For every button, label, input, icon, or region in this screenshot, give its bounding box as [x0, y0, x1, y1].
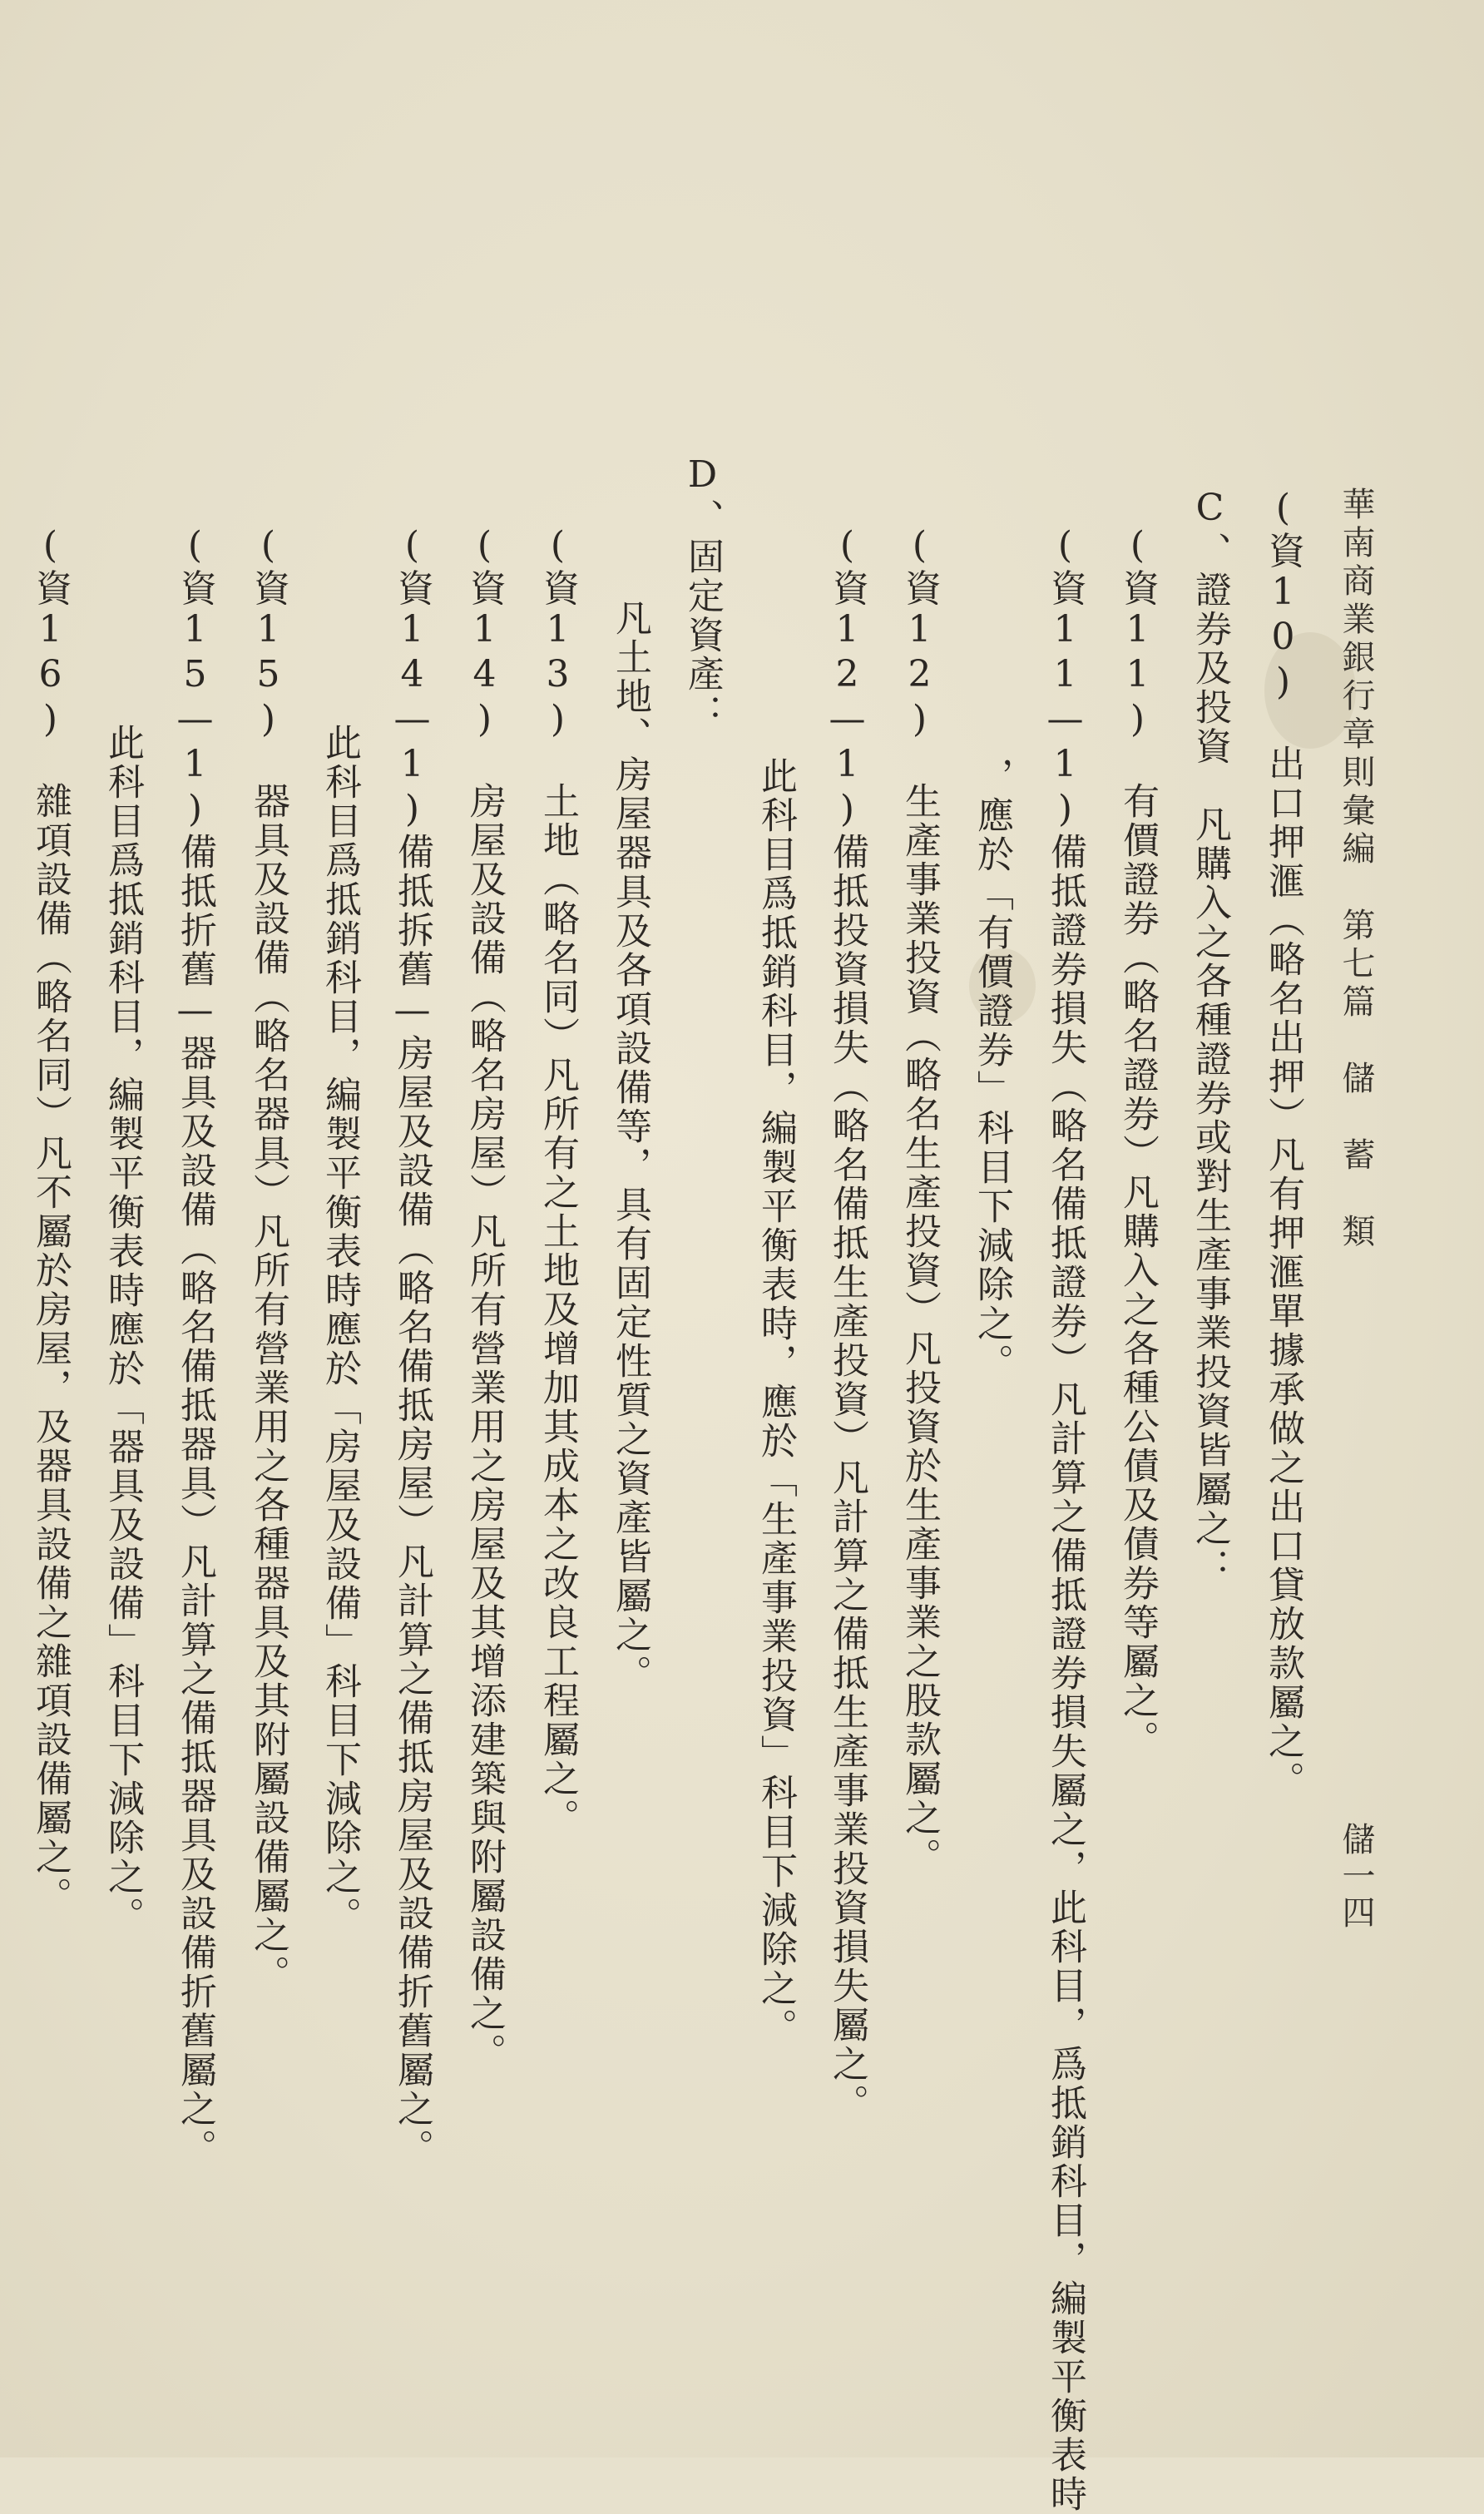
page-number: 儲一四 — [1337, 1822, 1375, 1932]
entry-asset-14: (資14) 房屋及設備（略名房屋）凡所有營業用之房屋及其增添建築與附屬設備之。 — [463, 524, 506, 2072]
entry-asset-12: (資12) 生產事業投資（略名生產投資）凡投資於生產事業之股款屬之。 — [898, 524, 941, 1877]
section-d-heading: D、固定資產： — [681, 453, 724, 733]
entry-asset-11: (資11) 有價證券（略名證券）凡購入之各種公債及債券等屬之。 — [1116, 524, 1159, 1759]
entry-asset-15: (資15) 器具及設備（略名器具）凡所有營業用之各種器具及其附屬設備屬之。 — [247, 524, 289, 1994]
entry-asset-15-1: (資15—1)備抵折舊—器具及設備（略名備抵器具）凡計算之備抵器具及設備折舊屬之。 — [174, 524, 216, 2168]
entry-asset-11-1: (資11—1)備抵證券損失（略名備抵證券）凡計算之備抵證券損失屬之，此科目，爲抵銷科目，編製平衡表時 — [1044, 524, 1086, 2514]
section-d-intro: 凡土地、房屋器具及各項設備等，具有固定性質之資產皆屬之。 — [609, 599, 651, 1694]
entry-asset-12-1: (資12—1)備抵投資損失（略名備抵生產投資）凡計算之備抵生產事業投資損失屬之。 — [826, 524, 868, 2123]
entry-asset-11-1-cont: ，應於「有價證券」科目下減除之。 — [971, 757, 1013, 1383]
entry-asset-14-1-cont: 此科目爲抵銷科目，編製平衡表時應於「房屋及設備」科目下減除之。 — [319, 724, 361, 1936]
entry-asset-10: (資10) 出口押滙（略名出押）凡有押滙單據承做之出口貸放款屬之。 — [1262, 487, 1304, 1800]
entry-asset-16: (資16) 雜項設備（略名同）凡不屬於房屋，及器具設備之雜項設備屬之。 — [29, 524, 72, 1916]
entry-asset-13: (資13) 土地（略名同）凡所有之土地及增加其成本之改良工程屬之。 — [537, 524, 579, 1838]
entry-asset-15-1-cont: 此科目爲抵銷科目，編製平衡表時應於「器具及設備」科目下減除之。 — [101, 724, 144, 1936]
section-c-heading: C、證券及投資 凡購入之各種證券或對生產事業投資皆屬之： — [1189, 487, 1231, 1587]
entry-asset-14-1: (資14—1)備抵拆舊—房屋及設備（略名備抵房屋）凡計算之備抵房屋及設備折舊屬之。 — [391, 524, 433, 2168]
entry-asset-12-1-cont: 此科目爲抵銷科目，編製平衡表時，應於「生產事業投資」科目下減除之。 — [754, 757, 797, 2047]
running-header: 華南商業銀行章則彙編 第七篇 儲 蓄 類 — [1337, 487, 1375, 1252]
